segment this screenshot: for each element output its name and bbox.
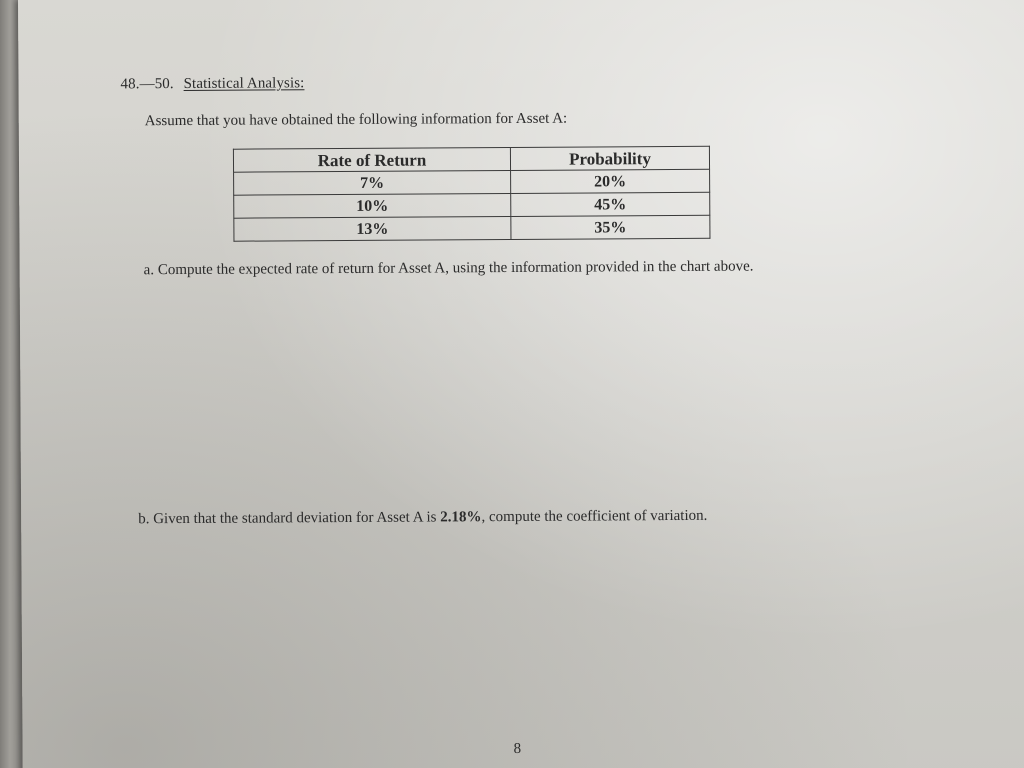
question-b	[138, 508, 707, 528]
table-header-row	[233, 146, 709, 172]
probability-cell: 45%	[511, 192, 710, 216]
page-number: 8	[513, 740, 522, 757]
rate-cell: 13%	[234, 216, 511, 241]
column-header-rate: Rate of Return	[233, 147, 510, 172]
probability-cell: 20%	[511, 169, 710, 193]
rate-cell: 10%	[234, 193, 511, 218]
question-b-prefix: b. Given that the standard deviation for Asset A is	[138, 509, 441, 528]
table-row	[234, 169, 710, 195]
column-header-probability: Probability	[510, 146, 709, 170]
intro-text: Assume that you have obtained the following information for Asset A:	[144, 110, 568, 130]
table-row	[234, 215, 710, 241]
section-title: Statistical Analysis:	[183, 75, 305, 92]
question-b-suffix: , compute the coefficient of variation.	[481, 507, 708, 526]
problem-heading	[120, 75, 304, 93]
worksheet-page	[18, 0, 1024, 768]
standard-deviation-value: 2.18%	[440, 509, 482, 526]
rate-cell: 7%	[234, 170, 511, 195]
question-a: a. Compute the expected rate of return for Asset A, using the information provided in the chart above.	[143, 258, 754, 279]
probability-cell: 35%	[511, 215, 710, 239]
probability-table	[233, 146, 711, 242]
problem-number: 48.—50.	[120, 76, 174, 93]
table-row	[234, 192, 710, 218]
